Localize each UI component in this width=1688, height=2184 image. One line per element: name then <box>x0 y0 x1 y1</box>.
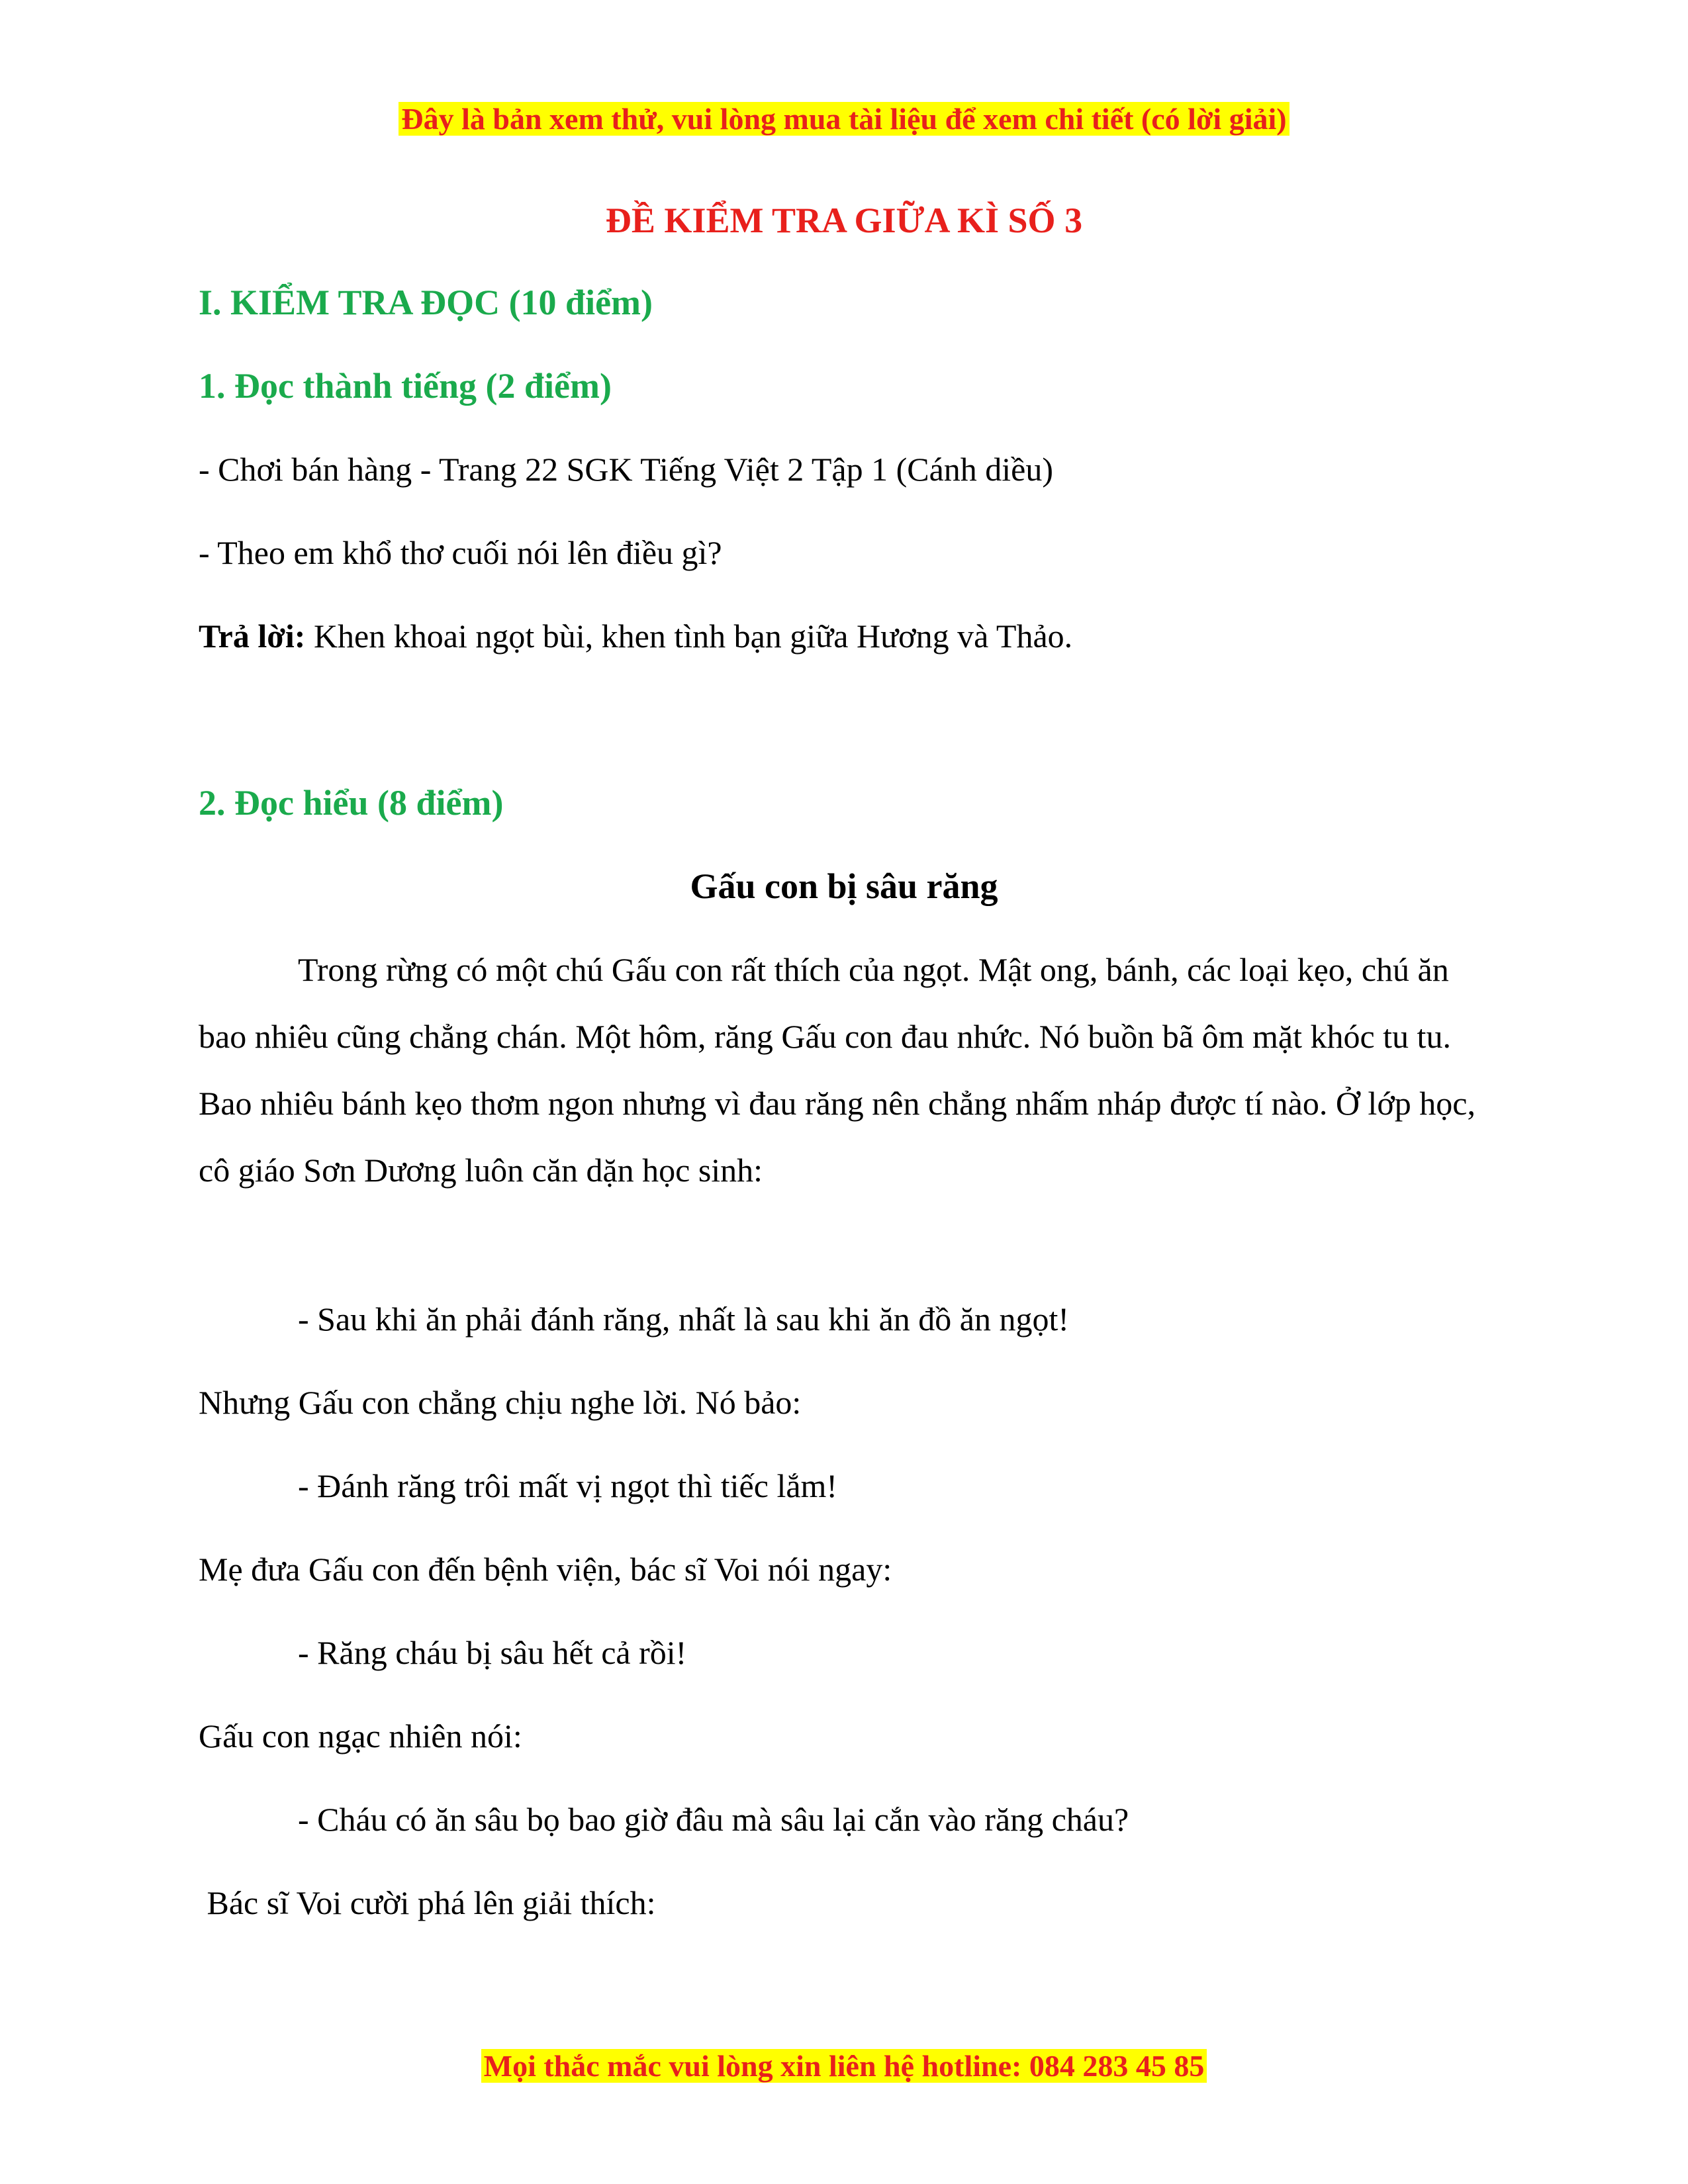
hotline-text: Mọi thắc mắc vui lòng xin liên hệ hotline: 084 283 45 85 <box>481 2049 1207 2083</box>
answer-line <box>199 616 1072 656</box>
story-paragraph-1: Trong rừng có một chú Gấu con rất thích của ngọt. Mật ong, bánh, các loại kẹo, chú ăn bao nhiêu cũng chẳng chán. Một hôm, răng Gấu con đau nhức. Nó buồn bã ôm mặt khóc tu tu. Bao nhiêu bánh kẹo thơm ngon nhưng vì đau răng nên chẳng nhấm nháp được tí nào. Ở lớp học, cô giáo Sơn Dương luôn căn dặn học sinh: <box>199 951 1476 1189</box>
part2-heading: 2. Đọc hiểu (8 điểm) <box>199 783 504 823</box>
preview-notice-banner <box>0 101 1688 138</box>
story-line-3: - Đánh răng trôi mất vị ngọt thì tiếc lắm! <box>298 1467 838 1504</box>
story-line-4: Mẹ đưa Gấu con đến bệnh viện, bác sĩ Voi nói ngay: <box>199 1551 892 1588</box>
answer-text: Khen khoai ngọt bùi, khen tình bạn giữa Hương và Thảo. <box>305 617 1073 655</box>
story-line-2: Nhưng Gấu con chẳng chịu nghe lời. Nó bảo: <box>199 1384 802 1421</box>
hotline-banner <box>0 2048 1688 2085</box>
exam-title: ĐỀ KIỂM TRA GIỮA KÌ SỐ 3 <box>605 201 1083 240</box>
story-line-7: - Cháu có ăn sâu bọ bao giờ đâu mà sâu lại cắn vào răng cháu? <box>298 1801 1129 1838</box>
section-heading-reading: I. KIỂM TRA ĐỌC (10 điểm) <box>199 283 653 322</box>
part1-line-reading-text: - Chơi bán hàng - Trang 22 SGK Tiếng Việt 2 Tập 1 (Cánh diều) <box>199 451 1054 488</box>
story-line-6: Gấu con ngạc nhiên nói: <box>199 1717 522 1754</box>
part1-line-question: - Theo em khổ thơ cuối nói lên điều gì? <box>199 534 722 571</box>
preview-notice-text: Đây là bản xem thử, vui lòng mua tài liệu để xem chi tiết (có lời giải) <box>399 102 1289 136</box>
story-line-5: - Răng cháu bị sâu hết cả rồi! <box>298 1634 687 1671</box>
story-line-teacher: - Sau khi ăn phải đánh răng, nhất là sau khi ăn đồ ăn ngọt! <box>298 1300 1069 1338</box>
story-line-8: Bác sĩ Voi cười phá lên giải thích: <box>199 1884 656 1921</box>
story-title: Gấu con bị sâu răng <box>690 866 998 906</box>
answer-label: Trả lời: <box>199 617 306 655</box>
part1-heading: 1. Đọc thành tiếng (2 điểm) <box>199 366 612 406</box>
